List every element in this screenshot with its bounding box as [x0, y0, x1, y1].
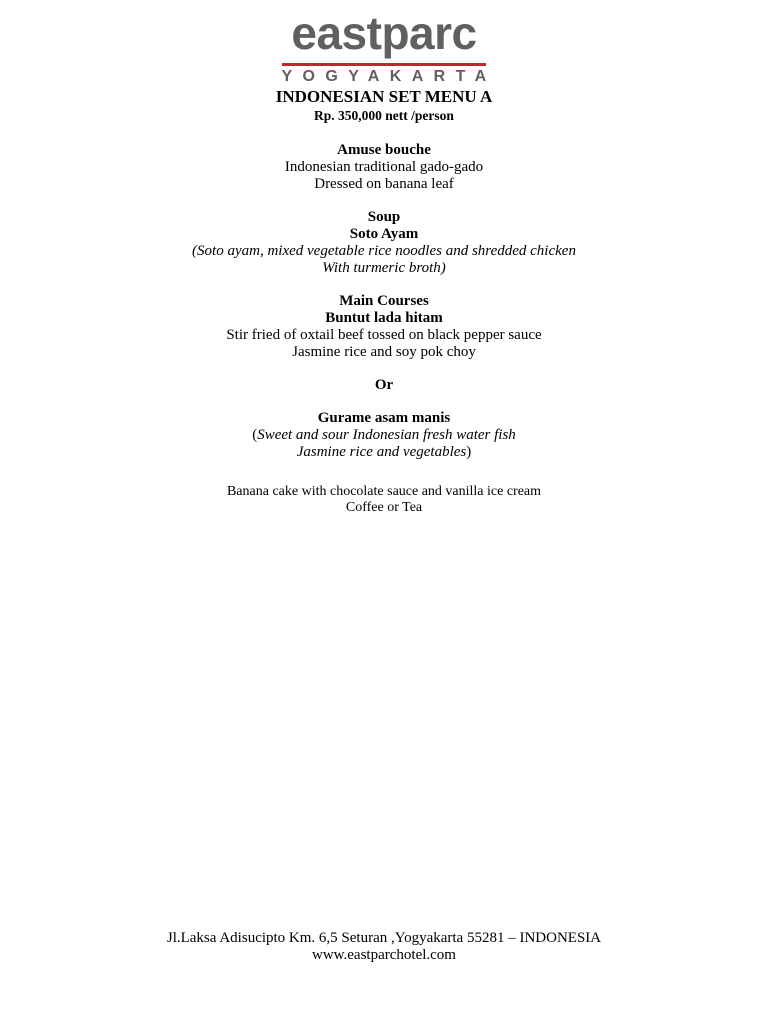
logo-city: YOGYAKARTA [281, 68, 497, 85]
footer-website: www.eastparchotel.com [312, 947, 456, 963]
hotel-logo [0, 8, 768, 88]
dessert-line: Banana cake with chocolate sauce and vanilla ice cream [226, 484, 542, 499]
menu-title: INDONESIAN SET MENU A [275, 87, 493, 106]
alt-open-paren: ( [252, 427, 258, 443]
main-description: Stir fried of oxtail beef tossed on black pepper sauce [226, 327, 542, 343]
alt-description-line: Sweet and sour Indonesian fresh water fish [257, 427, 516, 443]
footer [0, 930, 768, 964]
alt-description-line: Jasmine rice and vegetables [296, 444, 467, 460]
amuse-heading: Amuse bouche [337, 142, 431, 158]
soup-dish: Soto Ayam [349, 226, 419, 242]
logo-wordmark: eastparc [291, 7, 477, 59]
alt-description [0, 427, 768, 444]
soup-heading: Soup [367, 209, 401, 225]
main-description: Jasmine rice and soy pok choy [292, 344, 476, 360]
beverage-line: Coffee or Tea [345, 500, 423, 515]
or-separator: Or [374, 377, 394, 393]
footer-address: Jl.Laksa Adisucipto Km. 6,5 Seturan ,Yogyakarta 55281 – INDONESIA [166, 930, 602, 946]
amuse-line: Indonesian traditional gado-gado [284, 159, 484, 175]
main-dish: Buntut lada hitam [325, 310, 443, 326]
alt-description [0, 444, 768, 461]
amuse-line: Dressed on banana leaf [314, 176, 454, 192]
alt-dish: Gurame asam manis [317, 410, 451, 426]
soup-description: (Soto ayam, mixed vegetable rice noodles and shredded chicken [192, 243, 576, 259]
main-heading: Main Courses [339, 293, 429, 309]
set-menu [0, 86, 768, 516]
alt-close-paren: ) [466, 444, 472, 460]
menu-price: Rp. 350,000 nett /person [314, 108, 454, 123]
soup-description: With turmeric broth) [322, 260, 446, 276]
